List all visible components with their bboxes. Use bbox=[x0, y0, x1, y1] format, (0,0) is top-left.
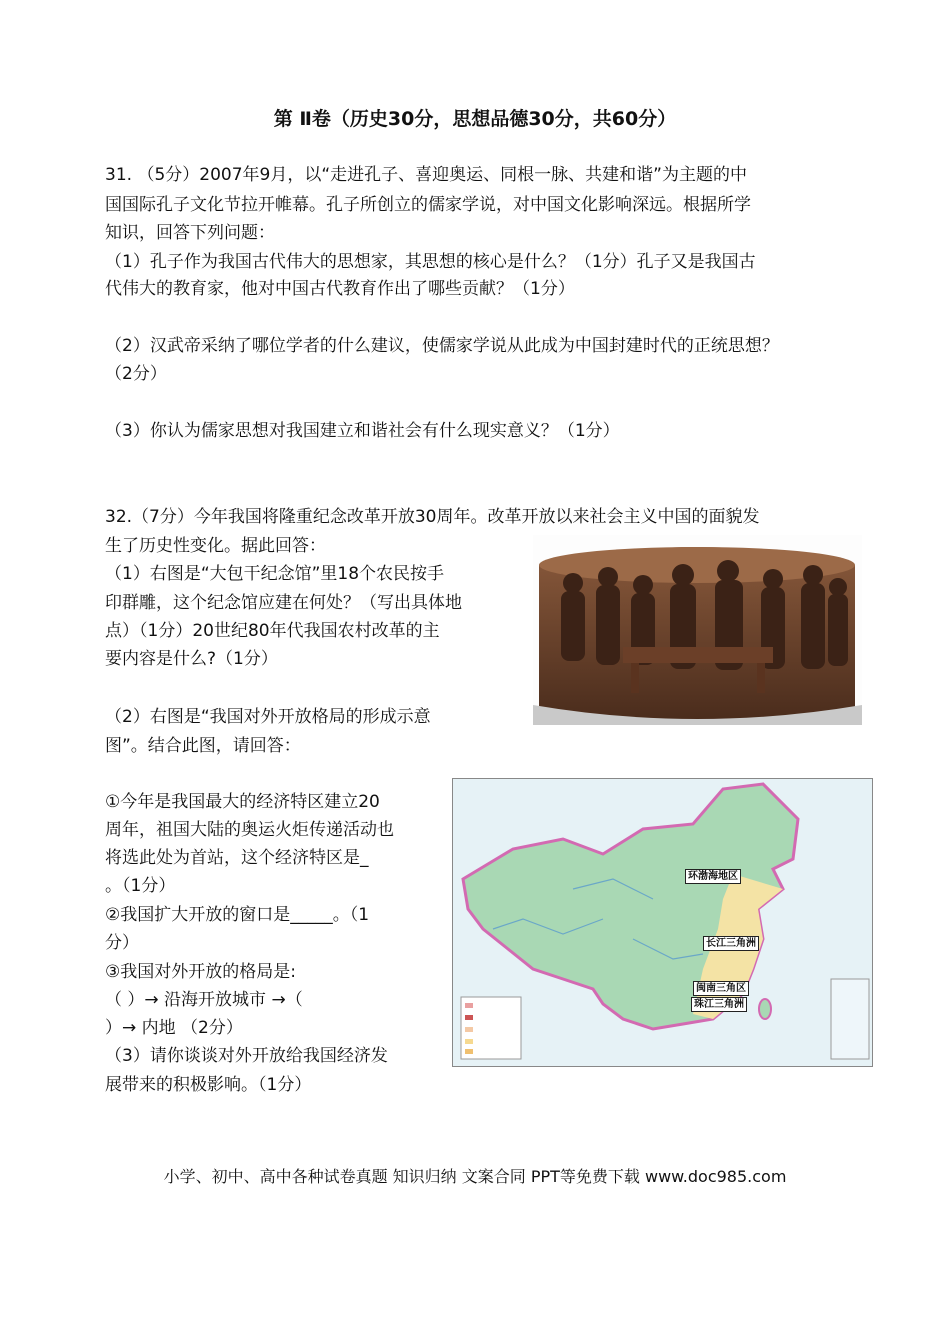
q31-line-5: 代伟大的教育家，他对中国古代教育作出了哪些贡献？（1分） bbox=[105, 279, 575, 299]
q32-intro-2: 生了历史性变化。据此回答： bbox=[105, 536, 326, 556]
q32-sub-line-9: ）→ 内地 （2分） bbox=[105, 1018, 243, 1038]
q32-sub-line-5: ②我国扩大开放的窗口是_____。（1 bbox=[105, 905, 370, 925]
section-heading: 第 Ⅱ卷（历史30分，思想品德30分，共60分） bbox=[273, 108, 677, 130]
q31-line-8: （3）你认为儒家思想对我国建立和谐社会有什么现实意义？（1分） bbox=[105, 421, 620, 441]
sculpture-photo bbox=[533, 535, 862, 725]
q31-line-6: （2）汉武帝采纳了哪位学者的什么建议，使儒家学说从此成为中国封建时代的正统思想？ bbox=[105, 336, 779, 356]
q32-sub-line-10: （3）请你谈谈对外开放给我国经济发 bbox=[105, 1046, 388, 1066]
q31-line-7: （2分） bbox=[105, 364, 167, 384]
q31-line-1: 31. （5分）2007年9月，以“走进孔子、喜迎奥运、同根一脉、共建和谐”为主题的中 bbox=[105, 165, 747, 185]
q32-part2-line-2: 图”。结合此图，请回答： bbox=[105, 736, 301, 756]
q32-sub-line-3: 将选此处为首站，这个经济特区是_ bbox=[105, 848, 369, 868]
q31-line-3: 知识，回答下列问题： bbox=[105, 223, 275, 243]
q32-sub-line-8: （ ）→ 沿海开放城市 →（ bbox=[105, 990, 303, 1010]
q32-sub-line-6: 分） bbox=[105, 933, 139, 953]
footer-text: 小学、初中、高中各种试卷真题 知识归纳 文案合同 PPT等免费下载 www.doc985.com bbox=[163, 1167, 787, 1186]
q32-part1-line-3: 点）（1分）20世纪80年代我国农村改革的主 bbox=[105, 621, 440, 641]
q31-line-4: （1）孔子作为我国古代伟大的思想家，其思想的核心是什么？（1分）孔子又是我国古 bbox=[105, 252, 756, 272]
q32-part2-line-1: （2）右图是“我国对外开放格局的形成示意 bbox=[105, 707, 431, 727]
q32-part1-line-1: （1）右图是“大包干纪念馆”里18个农民按手 bbox=[105, 564, 445, 584]
q32-sub-line-4: 。（1分） bbox=[105, 876, 176, 896]
q32-part1-line-4: 要内容是什么?（1分） bbox=[105, 649, 278, 669]
q32-sub-line-2: 周年，祖国大陆的奥运火炬传递活动也 bbox=[105, 820, 394, 840]
map-label-pearl-delta: 珠江三角洲 bbox=[691, 997, 747, 1012]
q32-sub-line-11: 展带来的积极影响。（1分） bbox=[105, 1075, 312, 1095]
map-label-bohai: 环渤海地区 bbox=[685, 869, 741, 884]
map-label-minnan: 闽南三角区 bbox=[693, 981, 749, 996]
china-opening-map bbox=[452, 778, 873, 1067]
q32-part1-line-2: 印群雕，这个纪念馆应建在何处？（写出具体地 bbox=[105, 593, 462, 613]
map-label-yangtze-delta: 长江三角洲 bbox=[703, 936, 759, 951]
q32-sub-line-7: ③我国对外开放的格局是: bbox=[105, 962, 296, 982]
q31-line-2: 国国际孔子文化节拉开帷幕。孔子所创立的儒家学说，对中国文化影响深远。根据所学 bbox=[105, 195, 751, 215]
q32-intro-1: 32.（7分）今年我国将隆重纪念改革开放30周年。改革开放以来社会主义中国的面貌发 bbox=[105, 507, 760, 527]
q32-sub-line-1: ①今年是我国最大的经济特区建立20 bbox=[105, 792, 380, 812]
